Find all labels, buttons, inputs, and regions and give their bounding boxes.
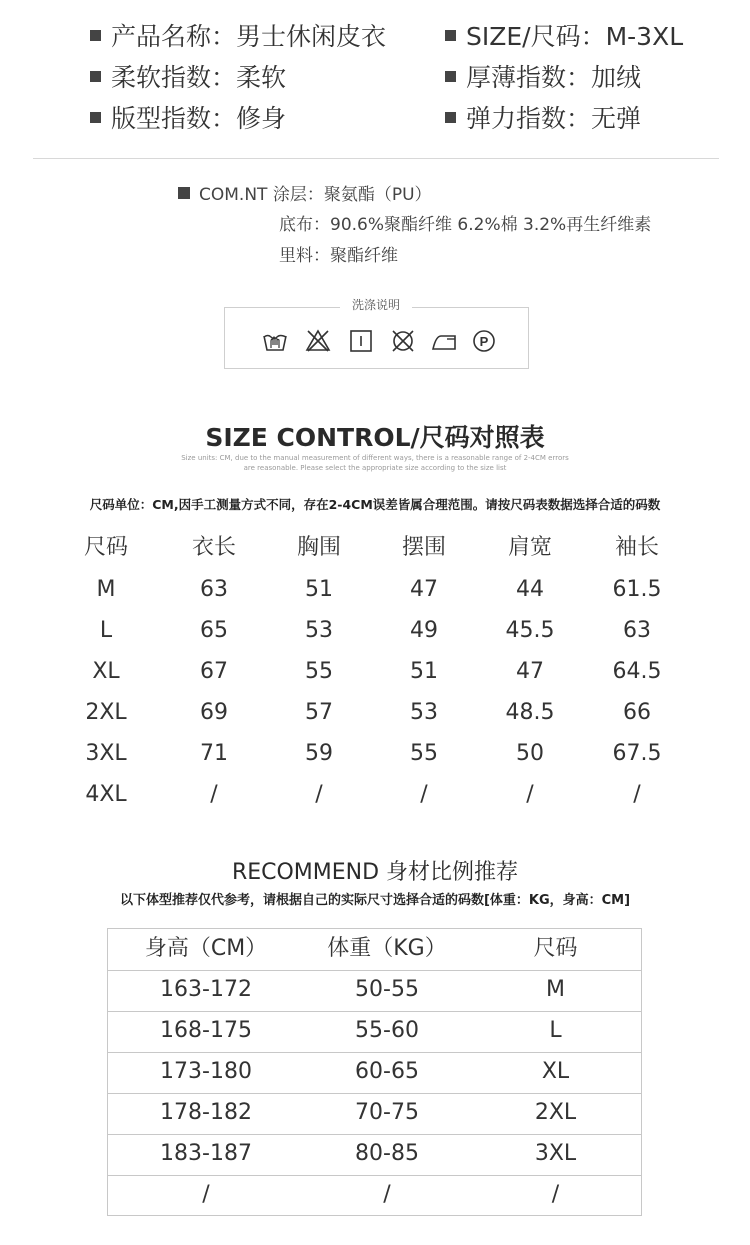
iron-icon xyxy=(431,328,457,354)
recommend-table xyxy=(107,928,642,1216)
spec-label: 柔软指数： xyxy=(111,63,237,92)
care-label: 洗涤说明 xyxy=(340,297,412,313)
recommend-cell: 70-75 xyxy=(355,1100,419,1125)
recommend-cell: 55-60 xyxy=(355,1018,419,1043)
no-tumble-dry-icon xyxy=(390,328,416,354)
size-table-cell: 3XL xyxy=(85,741,127,766)
size-control-subtitle xyxy=(170,453,580,473)
recommend-cell: 80-85 xyxy=(355,1141,419,1166)
recommend-cell: 173-180 xyxy=(160,1059,252,1084)
spec-product-name xyxy=(90,22,386,52)
bullet-square-icon xyxy=(90,30,101,41)
size-table-cell: XL xyxy=(92,659,120,684)
size-table-cell: 55 xyxy=(410,741,438,766)
size-table-cell: 64.5 xyxy=(612,659,662,684)
size-table-cell: 63 xyxy=(623,618,651,643)
no-bleach-icon xyxy=(305,328,331,354)
table-row xyxy=(108,970,641,1012)
size-table-cell: 47 xyxy=(516,659,544,684)
spec-thickness xyxy=(445,63,641,93)
recommend-cell: 168-175 xyxy=(160,1018,252,1043)
table-row xyxy=(108,1011,641,1053)
size-control-note: 尺码单位：CM,因手工测量方式不同，存在2-4CM误差皆属合理范围。请按尺码表数据选择合适的码数 xyxy=(89,497,661,512)
table-row xyxy=(108,1134,641,1176)
hand-wash-icon xyxy=(262,328,288,354)
bullet-square-icon xyxy=(445,112,456,123)
recommend-cell: / xyxy=(202,1182,210,1207)
size-table-cell: 49 xyxy=(410,618,438,643)
size-table-cell: 53 xyxy=(410,700,438,725)
size-table-cell: M xyxy=(96,577,116,602)
recommend-title: RECOMMEND 身材比例推荐 xyxy=(231,860,519,885)
material-line-base: 底布：90.6%聚酯纤维 6.2%棉 3.2%再生纤维素 xyxy=(279,215,652,235)
size-table-cell: / xyxy=(420,782,428,807)
recommend-cell: 60-65 xyxy=(355,1059,419,1084)
spec-label: 产品名称： xyxy=(111,22,237,51)
recommend-note: 以下体型推荐仅代参考，请根据自己的实际尺寸选择合适的码数[体重：KG，身高：CM] xyxy=(119,893,631,908)
size-table-cell: L xyxy=(99,618,113,643)
size-table-cell: 2XL xyxy=(85,700,127,725)
material-line-lining: 里料：聚酯纤维 xyxy=(279,246,398,266)
spec-label: 版型指数： xyxy=(111,104,237,133)
size-table-cell: 57 xyxy=(305,700,333,725)
line-dry-icon xyxy=(348,328,374,354)
recommend-header-cell: 尺码 xyxy=(533,936,578,961)
size-table-header: 肩宽 xyxy=(507,535,552,560)
size-table-cell: 59 xyxy=(305,741,333,766)
spec-label: SIZE/尺码： xyxy=(466,22,606,51)
size-table-cell: 4XL xyxy=(85,782,127,807)
recommend-cell: 178-182 xyxy=(160,1100,252,1125)
size-table-cell: 66 xyxy=(623,700,651,725)
recommend-cell: 2XL xyxy=(534,1100,577,1125)
spec-value: 无弹 xyxy=(591,104,642,133)
spec-size xyxy=(445,22,683,52)
size-table-cell: / xyxy=(633,782,641,807)
section-divider xyxy=(33,158,719,159)
recommend-header-cell: 体重（KG） xyxy=(327,936,447,961)
spec-value: 修身 xyxy=(236,104,287,133)
bullet-square-icon xyxy=(445,71,456,82)
table-row xyxy=(108,1052,641,1094)
spec-elasticity xyxy=(445,104,641,134)
spec-label: 厚薄指数： xyxy=(466,63,592,92)
size-table-cell: 67.5 xyxy=(612,741,662,766)
size-table-cell: / xyxy=(210,782,218,807)
recommend-header-cell: 身高（CM） xyxy=(144,936,268,961)
recommend-cell: 3XL xyxy=(534,1141,577,1166)
bullet-square-icon xyxy=(90,112,101,123)
spec-label: 弹力指数： xyxy=(466,104,592,133)
size-table-cell: 63 xyxy=(200,577,228,602)
spec-softness xyxy=(90,63,286,93)
recommend-cell: L xyxy=(549,1018,562,1043)
size-table-cell: / xyxy=(315,782,323,807)
recommend-cell: / xyxy=(383,1182,391,1207)
spec-value: 男士休闲皮衣 xyxy=(236,22,387,51)
bullet-square-icon xyxy=(90,71,101,82)
size-table-cell: 50 xyxy=(516,741,544,766)
spec-value: 柔软 xyxy=(236,63,287,92)
size-table-cell: 65 xyxy=(200,618,228,643)
size-table-cell: 44 xyxy=(516,577,544,602)
material-text: COM.NT 涂层：聚氨酯（PU） xyxy=(199,185,432,205)
size-table-header: 摆围 xyxy=(401,535,446,560)
recommend-cell: 50-55 xyxy=(355,977,419,1002)
table-row xyxy=(108,1093,641,1135)
spec-value: 加绒 xyxy=(591,63,642,92)
size-table-header: 衣长 xyxy=(191,535,236,560)
subtitle-line: are reasonable. Please select the appropriate size according to the size list xyxy=(243,464,507,472)
bullet-square-icon xyxy=(445,30,456,41)
spec-fit xyxy=(90,104,286,134)
size-table-cell: 61.5 xyxy=(612,577,662,602)
size-table-cell: 55 xyxy=(305,659,333,684)
recommend-header-row xyxy=(108,929,641,971)
size-table-cell: 53 xyxy=(305,618,333,643)
dry-clean-p-icon xyxy=(471,328,497,354)
recommend-cell: M xyxy=(546,977,565,1002)
size-control-title: SIZE CONTROL/尺码对照表 xyxy=(205,423,545,452)
size-table-header: 袖长 xyxy=(614,535,659,560)
size-table-cell: 51 xyxy=(410,659,438,684)
size-table-cell: / xyxy=(526,782,534,807)
size-table-cell: 45.5 xyxy=(505,618,555,643)
table-row xyxy=(108,1175,641,1216)
subtitle-line: Size units: CM, due to the manual measurement of different ways, there is a reasonable range of 2-4CM errors xyxy=(181,454,569,462)
recommend-cell: 163-172 xyxy=(160,977,252,1002)
recommend-cell: / xyxy=(551,1182,560,1207)
size-table-cell: 48.5 xyxy=(505,700,555,725)
recommend-cell: 183-187 xyxy=(160,1141,252,1166)
size-table-cell: 51 xyxy=(305,577,333,602)
svg-text:P: P xyxy=(479,334,489,349)
size-table-cell: 69 xyxy=(200,700,228,725)
spec-value: M-3XL xyxy=(605,22,684,51)
bullet-square-icon xyxy=(178,187,190,199)
recommend-cell: XL xyxy=(541,1059,570,1084)
size-table-cell: 67 xyxy=(200,659,228,684)
size-table-header: 胸围 xyxy=(296,535,341,560)
material-line-coating xyxy=(178,184,432,206)
size-table-cell: 71 xyxy=(200,741,228,766)
size-table-header: 尺码 xyxy=(83,535,128,560)
size-table-cell: 47 xyxy=(410,577,438,602)
